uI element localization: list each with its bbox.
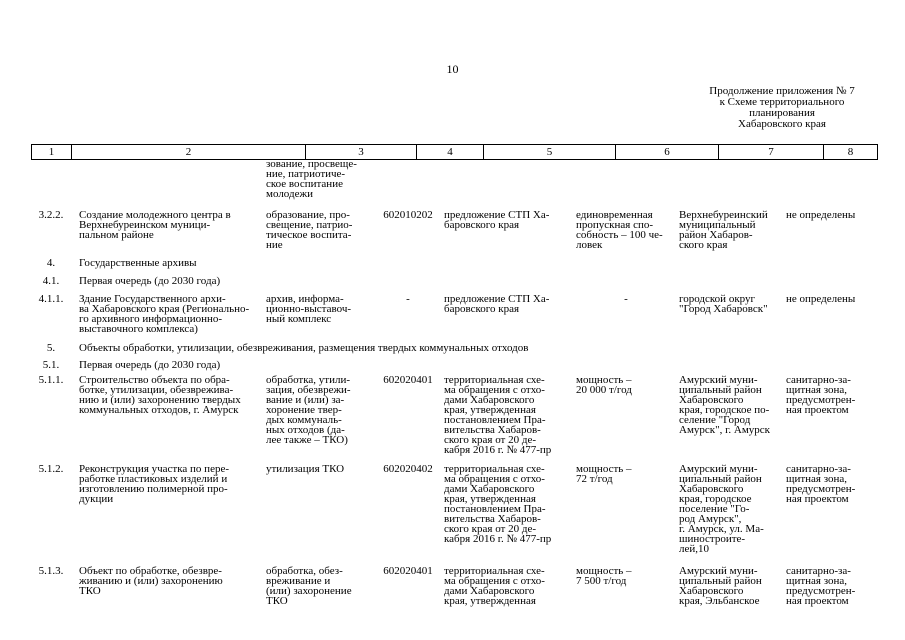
cell-col-2: Строительство объекта по обра- ботке, утилизации, обезврежива- нию и (или) захоронению твердых коммунальных отходов, г. Амурск [79,374,241,416]
continuation-line-4: Хабаровского края [738,118,826,130]
cell-col-1: 5.1.2. [38,463,64,475]
cell-col-3: архив, информа- ционно-выставоч- ный комплекс [266,293,352,325]
page-number: 10 [446,62,459,76]
cell-col-2: Государственные архивы [79,257,197,269]
cell-col-4: 602020401 [383,374,433,386]
header-col-3: 3 [306,145,417,159]
cell-col-1: 4.1. [42,275,60,287]
cell-col-1: 5.1.3. [38,565,64,577]
cell-col-8: санитарно-за- щитная зона, предусмотрен- ная проектом [786,463,856,505]
cell-col-4: 602020402 [383,463,433,475]
cell-col-8: санитарно-за- щитная зона, предусмотрен- ная проектом [786,374,856,416]
cell-col-5: территориальная схе- ма обращения с отхо- дами Хабаровского края, утвержденная постановлением Пра- вительства Хабаров- ского края от 20 де- кабря 2016 г. № 477-пр [444,374,552,456]
cell-col-1: 5.1. [42,359,60,371]
cell-col-2: Первая очередь (до 2030 года) [79,275,221,287]
cell-col-3: обработка, утили- зация, обезврежи- вание и (или) за- хоронение твер- дых коммуналь- ных отходов (да- лее также – ТКО) [266,374,351,446]
cell-col-7: Амурский муни- ципальный район Хабаровского края, городское по- селение "Город Амурск", г. Амурск [679,374,771,436]
header-col-7: 7 [719,145,824,159]
cell-col-3: утилизация ТКО [266,463,345,475]
cell-col-5: предложение СТП Ха- баровского края [444,209,550,231]
cell-col-5: территориальная схе- ма обращения с отхо- дами Хабаровского края, утвержденная [444,565,545,607]
cell-col-3: обработка, обез- вреживание и (или) захоронение ТКО [266,565,352,607]
cell-col-5: предложение СТП Ха- баровского края [444,293,550,315]
cell-col-7: городской округ "Город Хабаровск" [679,293,768,315]
cell-col-6: мощность – 7 500 т/год [576,565,632,587]
cell-col-8: не определены [786,293,856,305]
cell-col-1: 4.1.1. [38,293,64,305]
cell-col-7: Амурский муни- ципальный район Хабаровского края, Эльбанское [679,565,762,607]
cell-col-1: 3.2.2. [38,209,64,221]
continuation-line-1: Продолжение приложения № 7 [709,85,855,97]
continuation-line-3: планирования [749,107,815,119]
header-col-8: 8 [847,146,854,158]
header-col-4: 4 [417,145,484,159]
cell-col-6: мощность – 20 000 т/год [576,374,632,396]
cell-col-7: Верхнебуреинский муниципальный район Хабаров- ского края [679,209,768,251]
cell-col-4: 602010202 [383,209,433,221]
cell-col-6: - [624,293,628,305]
cell-col-2: Первая очередь (до 2030 года) [79,359,221,371]
cell-col-1: 4. [46,257,56,269]
cell-col-8: санитарно-за- щитная зона, предусмотрен- ная проектом [786,565,856,607]
cell-col-8: не определены [786,209,856,221]
header-col-6: 6 [616,145,719,159]
cell-col-4: 602020401 [383,565,433,577]
section-heading: Объекты обработки, утилизации, обезвреживания, размещения твердых коммунальных отходов [79,342,529,354]
header-col-2: 2 [72,145,306,159]
cell-col-1: 5. [46,342,56,354]
cell-col-2: Объект по обработке, обезвре- живанию и (или) захоронению ТКО [79,565,223,597]
cell-col-2: Здание Государственного архи- ва Хабаровского края (Регионально- го архивного информационно- выставочного комплекса) [79,293,250,335]
cell-col-1: 5.1.1. [38,374,64,386]
cell-col-4: - [406,293,410,305]
cell-col-5: территориальная схе- ма обращения с отхо- дами Хабаровского края, утвержденная постановлением Пра- вительства Хабаров- ского края от 20 де- кабря 2016 г. № 477-пр [444,463,552,545]
cell-col-2: Реконструкция участка по пере- работке пластиковых изделий и изготовлению полимерной про- дукции [79,463,229,505]
cell-col-3: образование, про- свещение, патрио- тическое воспита- ние [266,209,353,251]
header-col-1: 1 [32,145,72,159]
cell-col-6: единовременная пропускная спо- собность – 100 че- ловек [576,209,663,251]
cell-col-7: Амурский муни- ципальный район Хабаровского края, городское поселение "Го- род Амурск", г. Амурск, ул. Ма- шиностроите- лей,10 [679,463,764,555]
table-header [31,144,878,160]
cell-col-3: зование, просвеще- ние, патриотиче- ское воспитание молодежи [266,158,357,200]
cell-col-2: Создание молодежного центра в Верхнебуреинском муници- пальном районе [79,209,231,241]
appendix-continuation-note [662,86,902,130]
header-col-5: 5 [484,145,616,159]
continuation-line-2: к Схеме территориального [719,96,845,108]
cell-col-6: мощность – 72 т/год [576,463,632,485]
